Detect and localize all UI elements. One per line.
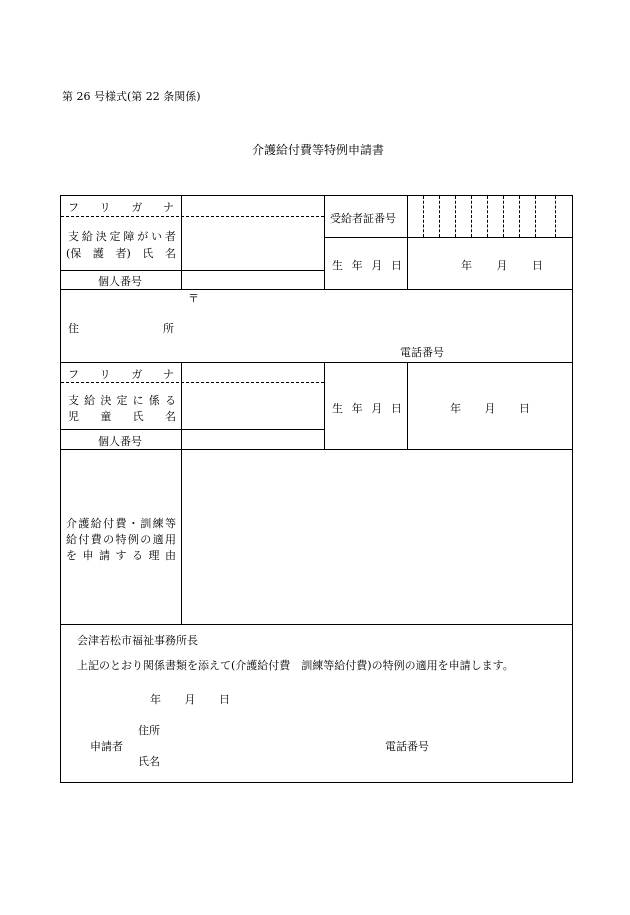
child-birthdate-value: 年 月 日	[450, 402, 530, 415]
table-top-border	[60, 195, 573, 196]
applicant-birthdate-value: 年 月 日	[461, 259, 543, 272]
reason-label-line3: を 申 請 す る 理 由	[66, 549, 176, 562]
form-title: 介護給付費等特例申請書	[252, 143, 385, 157]
postal-mark: 〒	[188, 292, 199, 305]
table-right-border	[572, 195, 573, 783]
address-phone-label: 電話番号	[400, 346, 444, 359]
applicant-furigana-label: フ リ ガ ナ	[68, 201, 174, 214]
applicant-address-label: 住所	[138, 724, 160, 737]
application-date: 年 月 日	[150, 693, 230, 706]
child-personal-number-label: 個人番号	[98, 435, 142, 448]
address-label: 住 所	[68, 322, 174, 335]
applicant-phone-label: 電話番号	[385, 740, 429, 753]
applicant-name-label: 氏名	[138, 755, 160, 768]
table-bottom-border	[60, 782, 573, 783]
applicant-name-label-line1: 支 給 決 定 障 が い 者	[68, 230, 176, 243]
child-furigana-label: フ リ ガ ナ	[68, 368, 174, 381]
table-left-border	[60, 195, 61, 783]
applicant-name-label-line2: (保 護 者) 氏 名	[66, 247, 176, 260]
child-label-line2: 児 童 氏 名	[68, 410, 176, 423]
addressee: 会津若松市福祉事務所長	[77, 634, 198, 647]
form-number: 第 26 号様式(第 22 条関係)	[62, 90, 201, 103]
applicant-personal-number-label: 個人番号	[98, 275, 142, 288]
applicant-birthdate-label: 生 年 月 日	[332, 259, 402, 272]
reason-label-line2: 給 付 費 の 特 例 の 適 用	[66, 533, 176, 546]
recipient-cert-label: 受給者証番号	[330, 212, 396, 225]
applicant-label: 申請者	[90, 740, 123, 753]
child-birthdate-label: 生 年 月 日	[332, 402, 402, 415]
reason-label-line1: 介 護 給 付 費 ・ 訓 練 等	[66, 517, 176, 530]
child-label-line1: 支 給 決 定 に 係 る	[68, 394, 176, 407]
declaration-text: 上記のとおり関係書類を添えて(介護給付費 訓練等給付費)の特例の適用を申請します。	[77, 659, 514, 672]
